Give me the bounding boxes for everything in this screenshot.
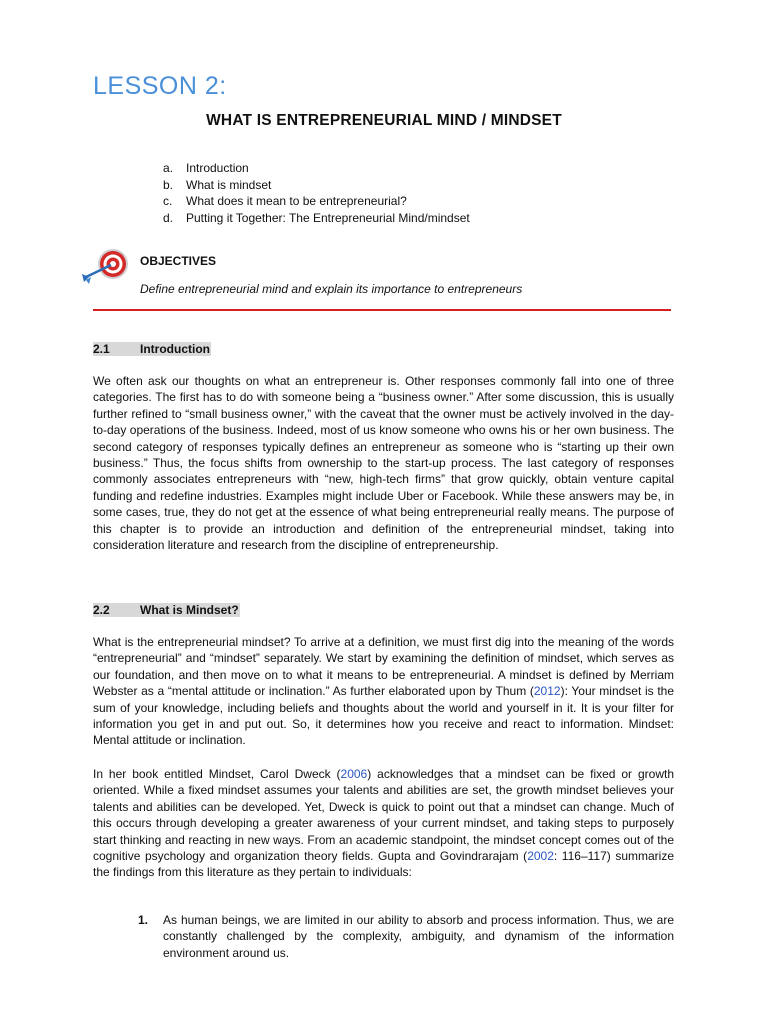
toc-item (163, 160, 470, 177)
toc-text: Introduction (186, 161, 249, 175)
toc-letter: a. (163, 161, 174, 175)
toc-text: What does it mean to be entrepreneurial? (186, 194, 407, 208)
list-number: 1. (138, 913, 149, 927)
text-run: In her book entitled Mindset, Carol Dweck ( (93, 767, 341, 781)
toc-text: Putting it Together: The Entrepreneurial Mind/mindset (186, 210, 470, 225)
citation-link[interactable]: 2006 (340, 767, 368, 781)
lesson-title: WHAT IS ENTREPRENEURIAL MIND / MINDSET (206, 112, 562, 129)
toc-item (163, 177, 470, 194)
list-item (138, 912, 674, 961)
text-run: ): Your mindset is the sum of your knowledge, including beliefs and thoughts about the world and yourself in it. It is your filter for information you get in and put out. So, it determines how you receive and react to information. Mindset: Mental attitude or inclination. (93, 684, 674, 748)
divider-line (93, 309, 671, 311)
section-title: Introduction (140, 342, 210, 356)
objectives-heading: OBJECTIVES (140, 254, 217, 268)
mindset-paragraph-1 (93, 634, 674, 749)
section-title: What is Mindset? (140, 603, 239, 617)
section-number: 2.1 (93, 342, 140, 356)
toc-letter: d. (163, 210, 174, 225)
lesson-heading: LESSON 2: (93, 72, 227, 100)
toc-text: What is mindset (186, 177, 272, 192)
section-heading-mindset (93, 603, 240, 617)
toc-item (163, 210, 470, 227)
mindset-paragraph-2 (93, 766, 674, 881)
toc-letter: c. (163, 194, 173, 208)
objectives-text: Define entrepreneurial mind and explain its importance to entrepreneurs (140, 282, 523, 296)
target-dart-icon (80, 246, 132, 286)
introduction-paragraph: We often ask our thoughts on what an entrepreneur is. Other responses commonly fall into one of three categories. The first has to do with someone being a “business owner.” After some discussion, this is usually further refined to “small business owner,” with the caveat that the owner must be actively involved in the day-to-day operations of the business. Indeed, most of us know someone who owns his or her own business. The second category of responses typically defines an entrepreneur as someone who is “starting up their own business.” Thus, the focus shifts from ownership to the start-up process. The last category of responses commonly associates entrepreneurs with “new, high-tech firms” that grow quickly, obtain venture capital funding and redefine industries. Examples might include Uber or Facebook. While these answers may be, in some cases, true, they do not get at the essence of what being entrepreneurial really means. The purpose of this chapter is to provide an introduction and definition of the entrepreneurial mindset, taking into consideration literature and research from the discipline of entrepreneurship. (93, 374, 674, 553)
list-text: As human beings, we are limited in our ability to absorb and process information. Thus, we are constantly challenged by the complexity, ambiguity, and dynamism of the information environment around us. (163, 913, 674, 960)
text-run: What is the entrepreneurial mindset? To arrive at a definition, we must first dig into the meaning of the words “entrepreneurial” and “mindset” separately. We start by examining the definition of mindset, which serves as our foundation, and then move on to what it means to be entrepreneurial. A mindset is defined by Merriam Webster as a “mental attitude or inclination.” As further elaborated upon by Thum ( (93, 635, 674, 699)
toc-letter: b. (163, 177, 174, 192)
citation-link[interactable]: 2012 (533, 684, 561, 699)
section-number: 2.2 (93, 603, 140, 617)
section-heading-introduction (93, 342, 211, 356)
table-of-contents (163, 160, 470, 226)
toc-item (163, 193, 470, 210)
numbered-list (138, 912, 674, 961)
citation-link[interactable]: 2002 (527, 849, 554, 864)
text-run: ) acknowledges that a mindset can be fixed or growth oriented. While a fixed mindset assumes your talents and abilities are set, the growth mindset believes your talents and abilities can be developed. Yet, Dweck is quick to point out that a mindset can change. Much of this occurs through developing a greater awareness of your current mindset, and taking steps to purposely start thinking and reacting in new ways. From an academic standpoint, the mindset concept comes out of the cognitive psychology and organization theory fields. Gupta and Govindrarajam ( (93, 767, 674, 864)
text-run: : 116–117) summarize the findings from this literature as they pertain to individuals: (93, 849, 675, 880)
